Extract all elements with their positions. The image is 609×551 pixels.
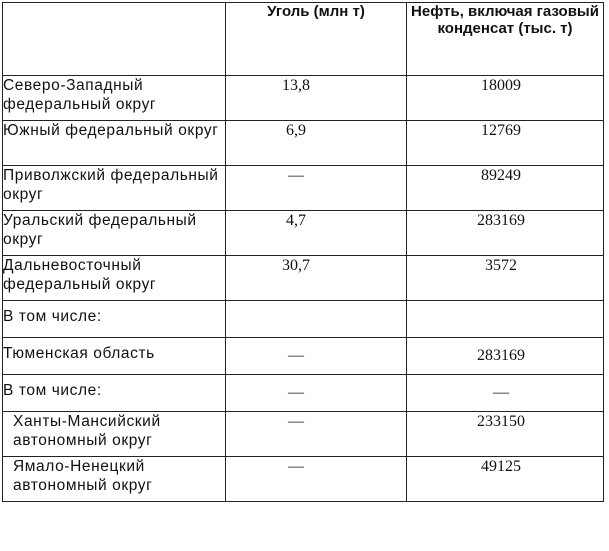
oil-cell: 283169: [407, 211, 604, 256]
coal-cell: —: [226, 166, 407, 211]
data-table: [2, 2, 604, 502]
oil-cell: 89249: [407, 166, 604, 211]
coal-cell: 4,7: [226, 211, 407, 256]
region-cell: Уральский федеральный округ: [3, 211, 226, 256]
table-row: [3, 338, 604, 375]
table-row: [3, 121, 604, 166]
region-cell: Ханты-Мансийский автономный округ: [3, 412, 226, 457]
header-oil: Нефть, включая газовый конденсат (тыс. т): [407, 3, 604, 76]
oil-cell: 283169: [407, 338, 604, 375]
oil-cell: —: [407, 375, 604, 412]
coal-cell: —: [226, 412, 407, 457]
region-cell: В том числе:: [3, 375, 226, 412]
header-row: [3, 3, 604, 76]
region-cell: Северо-Западный федеральный округ: [3, 76, 226, 121]
header-coal: Уголь (млн т): [226, 3, 407, 76]
table-row: [3, 256, 604, 301]
oil-cell: 12769: [407, 121, 604, 166]
region-cell: Южный федеральный округ: [3, 121, 226, 166]
oil-cell: [407, 301, 604, 338]
table-row: [3, 457, 604, 502]
region-cell: Приволжский федеральный округ: [3, 166, 226, 211]
oil-cell: 49125: [407, 457, 604, 502]
region-cell: Дальневосточный федеральный округ: [3, 256, 226, 301]
coal-cell: —: [226, 457, 407, 502]
region-cell: Ямало-Ненецкий автономный округ: [3, 457, 226, 502]
table-row: [3, 301, 604, 338]
oil-cell: 233150: [407, 412, 604, 457]
coal-cell: [226, 301, 407, 338]
region-cell: В том числе:: [3, 301, 226, 338]
table-row: [3, 412, 604, 457]
table-row: [3, 375, 604, 412]
coal-cell: —: [226, 375, 407, 412]
coal-cell: 6,9: [226, 121, 407, 166]
region-cell: Тюменская область: [3, 338, 226, 375]
table-row: [3, 211, 604, 256]
table-row: [3, 76, 604, 121]
header-region: [3, 3, 226, 76]
coal-cell: —: [226, 338, 407, 375]
oil-cell: 3572: [407, 256, 604, 301]
coal-cell: 30,7: [226, 256, 407, 301]
coal-cell: 13,8: [226, 76, 407, 121]
oil-cell: 18009: [407, 76, 604, 121]
table-row: [3, 166, 604, 211]
